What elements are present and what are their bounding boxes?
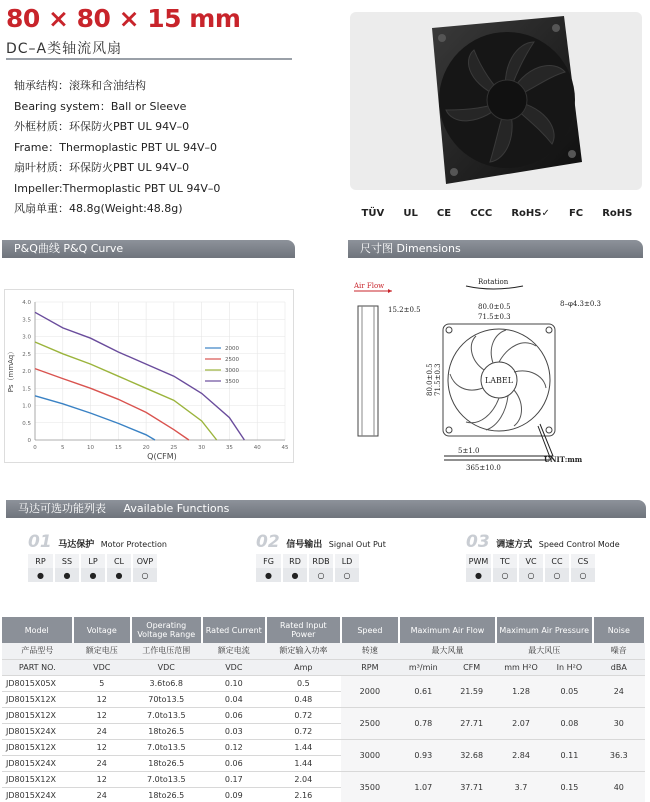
col-pressure: Maximum Air Pressure (496, 617, 593, 643)
table-cell: 0.03 (202, 723, 267, 739)
unit-cell: dBA (593, 659, 645, 675)
table-cell: 70to13.5 (131, 691, 202, 707)
table-row (2, 707, 645, 723)
performance-cell: 21.59 (447, 675, 495, 707)
x-tick-label: 20 (142, 445, 150, 451)
option-code: RD (282, 554, 308, 568)
header-cn: 最大风压 (496, 643, 593, 659)
table-cell: 2.04 (266, 771, 341, 787)
table-cell: 12 (73, 707, 131, 723)
speed-cell: 3000 (341, 739, 399, 771)
option-code: FG (256, 554, 282, 568)
unit-cell: PART NO. (2, 659, 73, 675)
wire-length-dim: 365±10.0 (466, 464, 501, 472)
option-mark: ○ (570, 568, 596, 582)
table-cell: 7.0to13.5 (131, 739, 202, 755)
col-power: Rated Input Power (266, 617, 341, 643)
airflow-label: Air Flow (354, 282, 385, 290)
option-code: OVP (132, 554, 158, 568)
rotation-label: Rotation (478, 278, 509, 286)
performance-cell: 0.08 (546, 707, 592, 739)
option-mark: ○ (518, 568, 544, 582)
performance-cell: 0.61 (399, 675, 447, 707)
spec-line: Bearing system：Ball or Sleeve (14, 99, 187, 113)
x-tick-label: 10 (87, 445, 95, 451)
ccc-icon: CCC (470, 208, 493, 219)
speed-options-table (466, 554, 597, 582)
legend-label: 2500 (225, 357, 239, 363)
part-number: JD8015X05X (2, 675, 73, 691)
performance-cell: 0.05 (546, 675, 592, 707)
header-cn: 噪音 (593, 643, 645, 659)
legend-label: 3000 (225, 368, 239, 374)
table-cell: 12 (73, 691, 131, 707)
option-mark: ● (80, 568, 106, 582)
col-noise: Noise (593, 617, 645, 643)
option-mark: ● (282, 568, 308, 582)
label-text: LABEL (484, 376, 514, 385)
series-line-3000 (35, 342, 217, 440)
col-current: Rated Current (202, 617, 267, 643)
part-number: JD8015X12X (2, 707, 73, 723)
title-divider (6, 58, 292, 60)
holes-dim: 8–φ4.3±0.3 (560, 300, 601, 308)
table-units-row (2, 659, 645, 675)
part-number: JD8015X12X (2, 739, 73, 755)
x-tick-label: 5 (61, 445, 65, 451)
performance-cell: 1.28 (496, 675, 546, 707)
performance-cell: 32.68 (447, 739, 495, 771)
y-tick-label: 2.0 (22, 369, 31, 375)
spec-line: Frame：Thermoplastic PBT UL 94V–0 (14, 140, 218, 154)
y-tick-label: 4.0 (22, 300, 31, 306)
unit-cell: In H²O (546, 659, 592, 675)
table-cell: 24 (73, 723, 131, 739)
option-mark: ○ (544, 568, 570, 582)
performance-cell: 0.78 (399, 707, 447, 739)
table-cell: 3.6to6.8 (131, 675, 202, 691)
unit-label: UNIT:mm (544, 455, 583, 464)
y-tick-label: 3.0 (22, 334, 31, 341)
header-cn: 转速 (341, 643, 399, 659)
unit-cell: Amp (266, 659, 341, 675)
header-cn: 工作电压范围 (131, 643, 202, 659)
table-cell: 2.16 (266, 787, 341, 802)
series-line-2500 (35, 369, 189, 440)
functions-title-en: Available Functions (123, 502, 230, 515)
table-cell: 24 (73, 755, 131, 771)
speed-cell: 3500 (341, 771, 399, 802)
part-number: JD8015X24X (2, 755, 73, 771)
option-mark: ● (256, 568, 282, 582)
table-cell: 0.04 (202, 691, 267, 707)
option-code: CL (106, 554, 132, 568)
y-tick-label: 3.5 (22, 317, 31, 324)
product-subtitle: DC–A类轴流风扇 (6, 41, 123, 57)
table-cell: 0.10 (202, 675, 267, 691)
table-cell: 0.17 (202, 771, 267, 787)
table-cell: 0.09 (202, 787, 267, 802)
part-number: JD8015X24X (2, 723, 73, 739)
option-code: CC (544, 554, 570, 568)
spec-line: 轴承结构：滚珠和含油结构 (14, 79, 146, 92)
col-model: Model (2, 617, 73, 643)
performance-cell: 3.7 (496, 771, 546, 802)
x-tick-label: 40 (253, 445, 261, 451)
group-name-en: Signal Out Put (328, 540, 386, 549)
function-group-motor (28, 532, 167, 582)
product-title: 80 × 80 × 15 mm (6, 4, 241, 33)
group-name-en: Speed Control Mode (538, 540, 620, 549)
col-voltage-range: Operating Voltage Range (131, 617, 202, 643)
table-row (2, 739, 645, 755)
unit-cell: mm H²O (496, 659, 546, 675)
model-spec-table (2, 617, 646, 802)
performance-cell: 30 (593, 707, 645, 739)
x-tick-label: 45 (281, 445, 289, 451)
performance-cell: 0.11 (546, 739, 592, 771)
performance-cell: 0.93 (399, 739, 447, 771)
option-mark: ● (28, 568, 54, 582)
table-cell: 12 (73, 771, 131, 787)
dimension-drawing (348, 276, 630, 472)
header-cn: 额定电压 (73, 643, 131, 659)
height-inner-dim: 71.5±0.3 (434, 363, 442, 396)
performance-cell: 36.3 (593, 739, 645, 771)
unit-cell: CFM (447, 659, 495, 675)
table-cell: 0.06 (202, 707, 267, 723)
y-axis-label: Ps（mmAq） (7, 347, 15, 393)
option-code: LD (334, 554, 360, 568)
part-number: JD8015X12X (2, 691, 73, 707)
x-tick-label: 15 (114, 445, 122, 451)
performance-cell: 24 (593, 675, 645, 707)
speed-cell: 2500 (341, 707, 399, 739)
table-row (2, 675, 645, 691)
spec-line: 外框材质：环保防火PBT UL 94V–0 (14, 120, 190, 133)
certification-row (352, 200, 642, 228)
y-tick-label: 0.5 (22, 420, 31, 427)
x-tick-label: 35 (225, 445, 233, 451)
group-name-en: Motor Protection (100, 540, 167, 549)
performance-cell: 40 (593, 771, 645, 802)
option-code: LP (80, 554, 106, 568)
table-cell: 0.72 (266, 707, 341, 723)
option-mark: ○ (308, 568, 334, 582)
group-number: 01 (28, 532, 52, 552)
spec-line: Impeller:Thermoplastic PBT UL 94V–0 (14, 181, 221, 195)
unit-cell: VDC (202, 659, 267, 675)
table-cell: 0.5 (266, 675, 341, 691)
fcc-icon: FC (568, 208, 584, 219)
table-cell: 1.44 (266, 755, 341, 771)
part-number: JD8015X24X (2, 787, 73, 802)
option-code: VC (518, 554, 544, 568)
option-code: RP (28, 554, 54, 568)
table-cell: 0.48 (266, 691, 341, 707)
fan-illustration (350, 12, 642, 190)
option-mark: ● (466, 568, 492, 582)
rohs-check-icon: RoHS✓ (511, 208, 550, 219)
x-axis-label: Q(CFM) (147, 452, 177, 461)
performance-cell: 1.07 (399, 771, 447, 802)
width-outer-dim: 80.0±0.5 (478, 303, 511, 311)
function-group-signal (256, 532, 386, 582)
table-cell: 0.06 (202, 755, 267, 771)
group-number: 03 (466, 532, 490, 552)
legend-label: 2000 (225, 346, 239, 352)
y-tick-label: 1.5 (22, 386, 31, 393)
wire-short-dim: 5±1.0 (458, 447, 480, 455)
performance-cell: 2.84 (496, 739, 546, 771)
curve-section-bar: P&Q曲线 P&Q Curve (2, 240, 295, 258)
x-tick-label: 25 (170, 445, 178, 451)
rohs-icon: RoHS (602, 208, 633, 219)
y-tick-label: 0 (27, 438, 31, 444)
series-line-2000 (35, 396, 155, 440)
legend-label: 3500 (225, 379, 239, 385)
dimensions-section-bar: 尺寸图 Dimensions (348, 240, 643, 258)
header-cn: 额定输入功率 (266, 643, 341, 659)
performance-cell: 37.71 (447, 771, 495, 802)
table-row (2, 771, 645, 787)
fan-photo (350, 12, 642, 190)
dimension-svg (348, 276, 630, 472)
functions-title-cn: 马达可选功能列表 (18, 502, 106, 515)
header-cn: 最大风量 (399, 643, 496, 659)
spec-list (14, 76, 220, 220)
table-cell: 5 (73, 675, 131, 691)
unit-cell: VDC (131, 659, 202, 675)
group-name-cn: 调速方式 (496, 540, 533, 550)
option-code: CS (570, 554, 596, 568)
function-group-speed (466, 532, 620, 582)
performance-cell: 2.07 (496, 707, 546, 739)
thickness-dim: 15.2±0.5 (388, 306, 421, 314)
header-cn: 额定电流 (202, 643, 267, 659)
pq-curve-chart (4, 289, 294, 463)
option-code: PWM (466, 554, 492, 568)
col-voltage: Voltage (73, 617, 131, 643)
table-header-cn-row (2, 643, 645, 659)
x-tick-label: 0 (33, 445, 37, 451)
group-name-cn: 马达保护 (58, 540, 95, 550)
table-cell: 24 (73, 787, 131, 802)
option-mark: ○ (334, 568, 360, 582)
unit-cell: VDC (73, 659, 131, 675)
option-mark: ● (106, 568, 132, 582)
col-airflow: Maximum Air Flow (399, 617, 496, 643)
group-number: 02 (256, 532, 280, 552)
option-mark: ○ (492, 568, 518, 582)
table-cell: 0.72 (266, 723, 341, 739)
height-outer-dim: 80.0±0.5 (426, 363, 434, 396)
pq-curve-svg (5, 290, 295, 464)
option-mark: ○ (132, 568, 158, 582)
y-tick-label: 2.5 (22, 351, 31, 358)
col-speed: Speed (341, 617, 399, 643)
header-cn: 产品型号 (2, 643, 73, 659)
table-cell: 1.44 (266, 739, 341, 755)
table-cell: 0.12 (202, 739, 267, 755)
table-cell: 18to26.5 (131, 723, 202, 739)
series-line-3500 (35, 312, 244, 440)
group-name-cn: 信号输出 (286, 540, 323, 550)
y-tick-label: 1.0 (22, 403, 31, 410)
spec-line: 扇叶材质：环保防火PBT UL 94V–0 (14, 161, 190, 174)
ul-icon: UL (403, 208, 418, 219)
table-cell: 7.0to13.5 (131, 707, 202, 723)
table-cell: 18to26.5 (131, 787, 202, 802)
functions-section-bar (6, 500, 646, 518)
table-cell: 12 (73, 739, 131, 755)
performance-cell: 0.15 (546, 771, 592, 802)
ce-icon: CE (436, 208, 452, 219)
table-header-row (2, 617, 645, 643)
motor-options-table (28, 554, 159, 582)
option-code: RDB (308, 554, 334, 568)
x-tick-label: 30 (198, 445, 206, 451)
performance-cell: 27.71 (447, 707, 495, 739)
table-cell: 7.0to13.5 (131, 771, 202, 787)
option-code: SS (54, 554, 80, 568)
option-code: TC (492, 554, 518, 568)
speed-cell: 2000 (341, 675, 399, 707)
spec-line: 风扇单重：48.8g(Weight:48.8g) (14, 202, 183, 215)
part-number: JD8015X12X (2, 771, 73, 787)
table-cell: 18to26.5 (131, 755, 202, 771)
signal-options-table (256, 554, 361, 582)
tuv-icon: TÜV (361, 208, 385, 219)
unit-cell: RPM (341, 659, 399, 675)
unit-cell: m³/min (399, 659, 447, 675)
width-inner-dim: 71.5±0.3 (478, 313, 511, 321)
option-mark: ● (54, 568, 80, 582)
